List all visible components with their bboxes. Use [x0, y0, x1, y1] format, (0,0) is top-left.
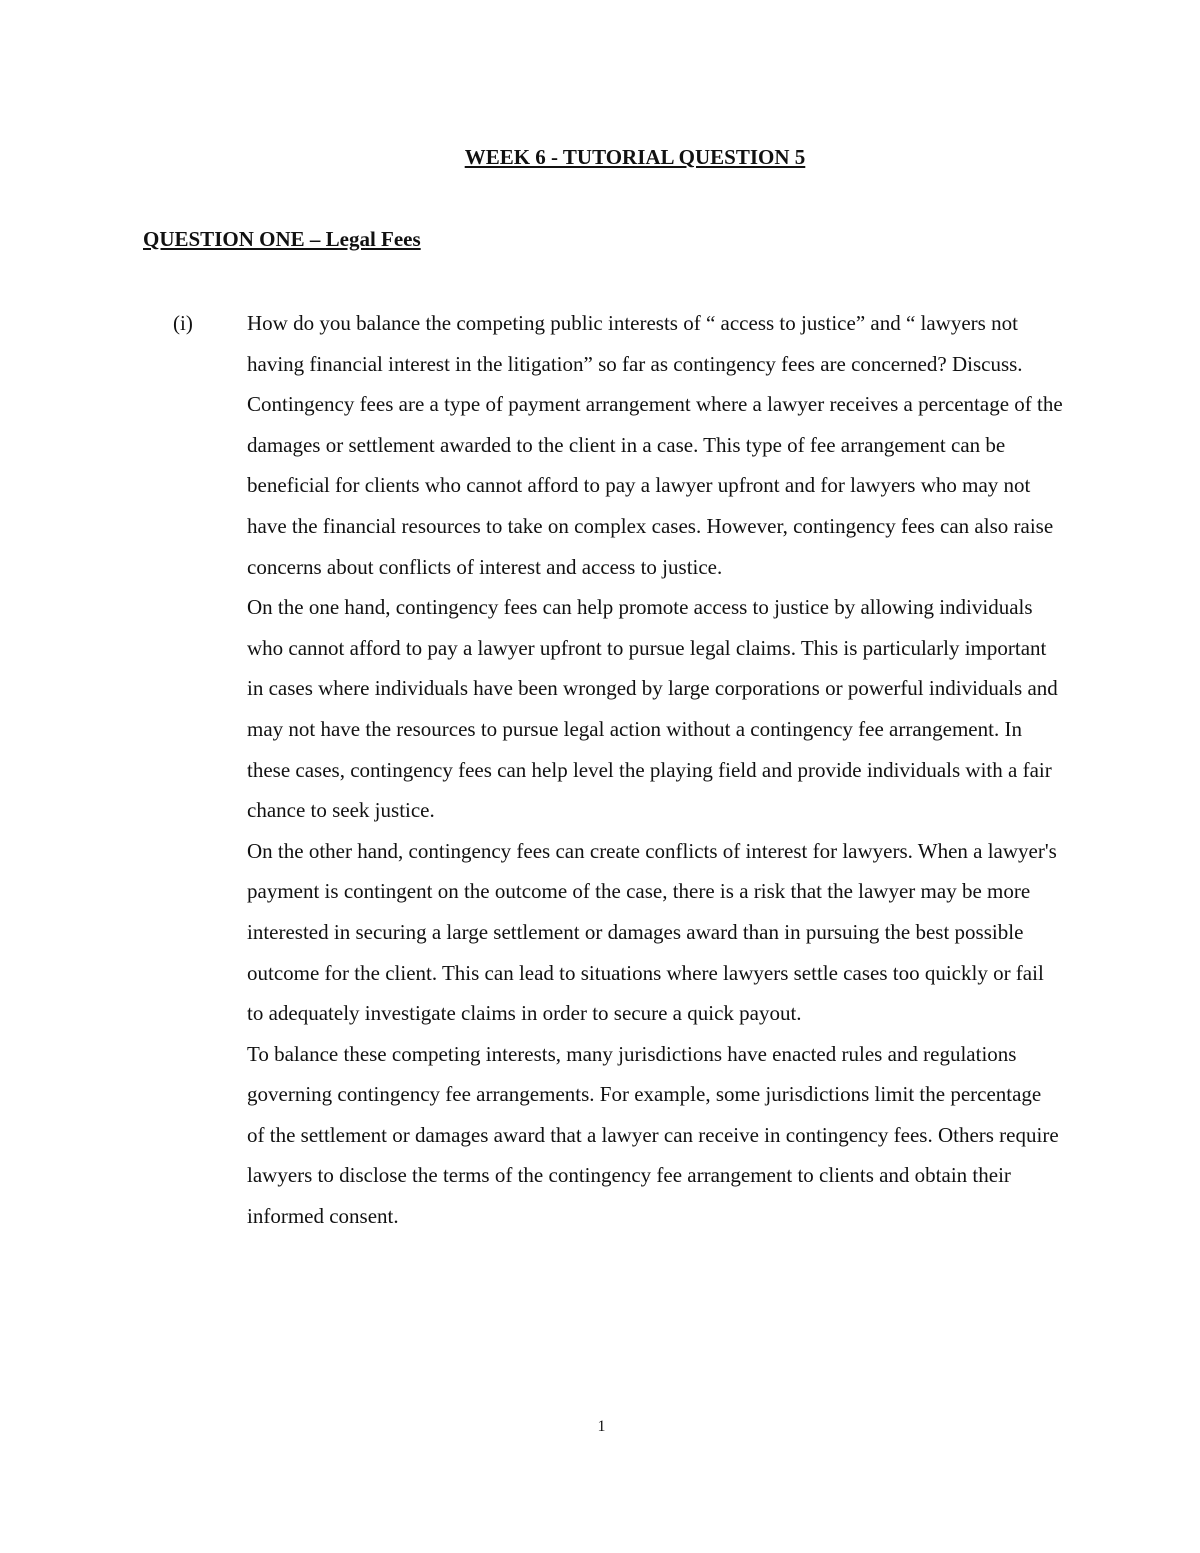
document-title: WEEK 6 - TUTORIAL QUESTION 5	[464, 145, 806, 169]
section-heading: QUESTION ONE – Legal Fees	[143, 227, 421, 251]
answer-paragraph: To balance these competing interests, many jurisdictions have enacted rules and regulations governing contingency fee arrangements. For example, some jurisdictions limit the percentage of the settlement or damages award that a lawyer can receive in contingency fees. Others require lawyers to disclose the terms of the contingency fee arrangement to clients and obtain their informed consent.	[247, 1041, 1059, 1229]
list-marker: (i)	[173, 311, 193, 335]
answer-paragraph: On the other hand, contingency fees can create conflicts of interest for lawyers. When a lawyer's payment is contingent on the outcome of the case, there is a risk that the lawyer may be more interested in securing a large settlement or damages award than in pursuing the best possible outcome for the client. This can lead to situations where lawyers settle cases too quickly or fail to adequately investigate claims in order to secure a quick payout.	[247, 838, 1057, 1026]
answer-paragraph: On the one hand, contingency fees can help promote access to justice by allowing individuals who cannot afford to pay a lawyer upfront to pursue legal claims. This is particularly important in cases where individuals have been wronged by large corporations or powerful individuals and may not have the resources to pursue legal action without a contingency fee arrangement. In these cases, contingency fees can help level the playing field and provide individuals with a fair chance to seek justice.	[247, 595, 1058, 823]
page-number: 1	[597, 1418, 606, 1435]
question-body	[247, 303, 1063, 1237]
answer-paragraph: Contingency fees are a type of payment arrangement where a lawyer receives a percentage of the damages or settlement awarded to the client in a case. This type of fee arrangement can be beneficial for clients who cannot afford to pay a lawyer upfront and for lawyers who may not have the financial resources to take on complex cases. However, contingency fees can also raise concerns about conflicts of interest and access to justice.	[247, 392, 1063, 579]
question-text: How do you balance the competing public interests of “ access to justice” and “ lawyers not having financial interest in the litigation” so far as contingency fees are concerned? Discuss.	[247, 311, 1023, 376]
